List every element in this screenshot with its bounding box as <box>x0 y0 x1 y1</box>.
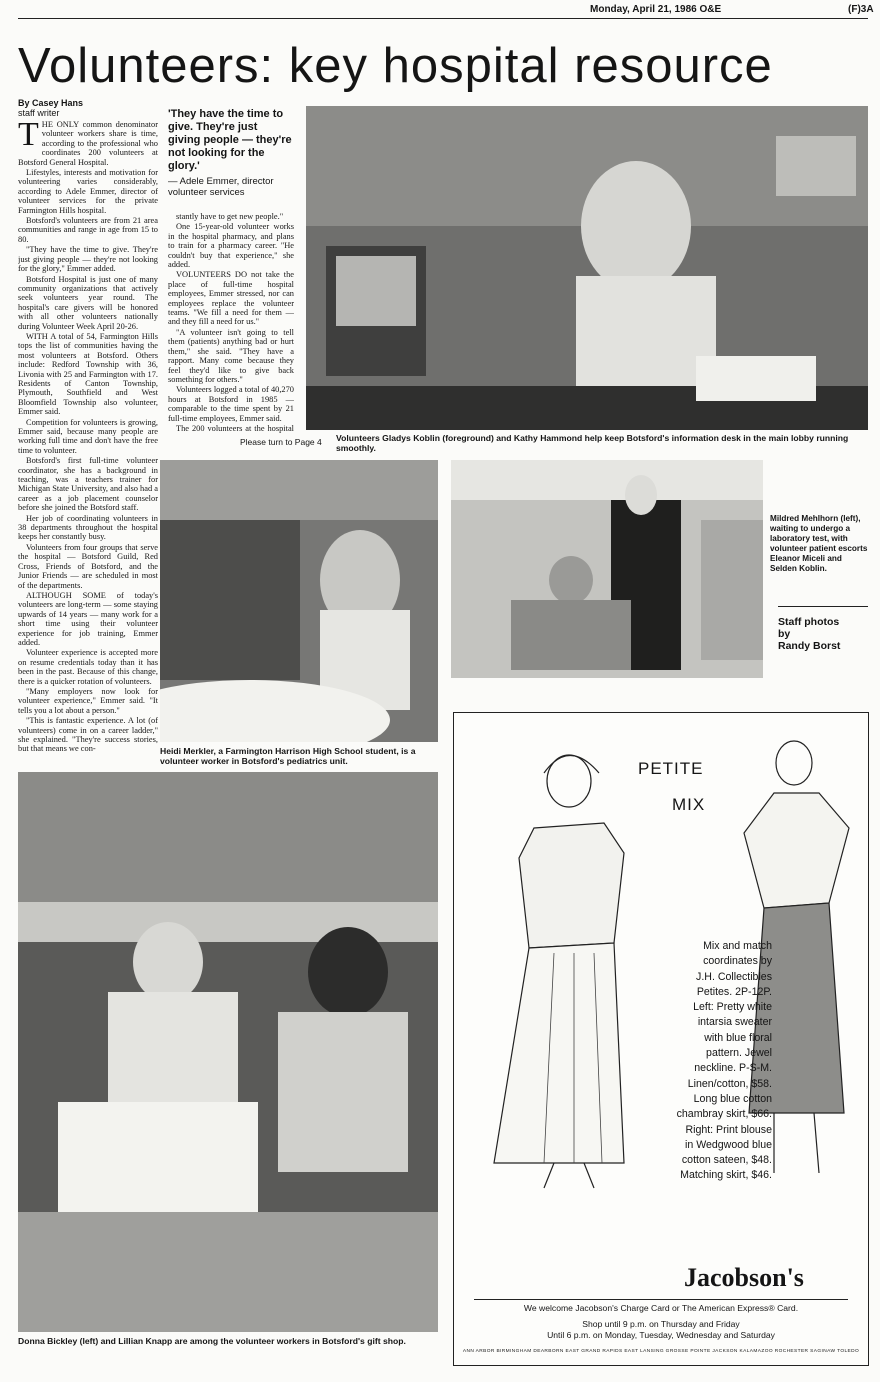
article-paragraph: "Many employers now look for volunteer experience," Emmer said. "It tells you a lot about a person." <box>18 686 158 715</box>
ad-copy-line: Long blue cotton <box>693 1092 772 1105</box>
staff-line-1: Staff photos <box>778 616 840 628</box>
ad-copy-line: in Wedgwood blue <box>685 1138 772 1151</box>
article-paragraph: stantly have to get new people." <box>176 212 284 221</box>
ad-copy-line: Petites. 2P-12P. <box>696 985 772 998</box>
article-paragraph: WITH A total of 54, Farmington Hills tops the list of communities having the most volunteers at Botsford. Others include: Redford Township with 36, Livonia with 25 and Farmington with 17. Residents of Canton Township, Plymouth, Southfield and West Bloomfield Township also volunteer, Emmer said. <box>18 331 158 417</box>
byline-role: staff writer <box>18 108 60 118</box>
article-paragraph: Botsford's volunteers are from 21 area communities and range in age from 15 to 80. <box>18 216 158 244</box>
byline-author: By Casey Hans <box>18 98 84 108</box>
photo-lab <box>451 460 763 678</box>
caption-gift-shop: Donna Bickley (left) and Lillian Knapp are among the volunteer workers in Botsford's gift shop. <box>18 1336 406 1346</box>
hours-line-1: Shop until 9 p.m. on Thursday and Friday <box>582 1319 740 1329</box>
pull-quote-attribution: — Adele Emmer, director volunteer services <box>168 176 274 198</box>
brand-logo: Jacobson's <box>684 1263 804 1292</box>
turn-page-note: Please turn to Page 4 <box>240 437 322 447</box>
ad-title-bottom: MIX <box>672 795 706 814</box>
staff-line-3: Randy Borst <box>778 640 841 652</box>
headline: Volunteers: key hospital resource <box>18 39 773 93</box>
ad-copy-line: coordinates by <box>703 955 772 968</box>
article-paragraph: Volunteer experience is accepted more on resume credentials today than it has been in the past. Because of this change, there is a quicker rotation of volunteers. <box>18 648 158 686</box>
article-paragraph: HE ONLY common denominator volunteer workers share is time, according to the professional who coordinates 200 volunteers at Botsford General Hospital. <box>18 120 158 167</box>
article-paragraph: The 200 volunteers at the hospital <box>176 423 294 433</box>
ad-rule <box>474 1299 848 1300</box>
ad-copy-line: Left: Pretty white <box>693 1001 772 1014</box>
pull-quote-text: 'They have the time to give. They're just giving people — they're not looking for the glory.' <box>168 108 292 172</box>
ad-copy-line: pattern. Jewel <box>706 1047 772 1060</box>
byline <box>18 98 83 118</box>
article-paragraph: Lifestyles, interests and motivation for volunteering varies considerably, according to Adele Emmer, director of volunteer services for the private Farmington Hills hospital. <box>18 168 158 215</box>
article-paragraph: "This is fantastic experience. A lot (of volunteers) come in on a career ladder," she explained. "They're success stories, but that means we con- <box>18 716 158 754</box>
article-paragraph: Competition for volunteers is growing, Emmer said, because many people are working full time and don't have the free time to volunteer. <box>18 417 158 455</box>
ad-copy-line: cotton sateen, $48. <box>681 1154 772 1167</box>
ad-copy-line: intarsia sweater <box>697 1016 772 1029</box>
article-paragraph: One 15-year-old volunteer works in the hospital pharmacy, and plans to train for a pharmacy career. "He couldn't buy that experience," she added. <box>168 222 294 270</box>
ad-copy-line: chambray skirt, $66. <box>676 1108 772 1121</box>
photo-gift-shop <box>18 772 438 1332</box>
article-paragraph: ALTHOUGH SOME of today's volunteers are long-term — some staying upwards of 14 years — many work for a short time using their volunteer experience for job training, Emmer added. <box>18 590 158 647</box>
article-paragraph: Botsford's first full-time volunteer coordinator, she has a background in teaching, was a teachers trainer for Michigan State University, and also had a career as a job placement counselor before she joined the Botsford staff. <box>18 456 158 513</box>
ad-copy-line: with blue floral <box>704 1031 772 1044</box>
staff-rule <box>778 606 868 607</box>
charge-line: We welcome Jacobson's Charge Card or The American Express® Card. <box>523 1303 799 1313</box>
article-paragraph: Her job of coordinating volunteers in 38 departments throughout the hospital keeps her constantly busy. <box>18 513 158 542</box>
fashion-figure-left <box>474 733 634 1193</box>
caption-info-desk: Volunteers Gladys Koblin (foreground) and Kathy Hammond help keep Botsford's information desk in the main lobby running smoothly. <box>336 433 849 453</box>
ad-copy-line: neckline. P-S-M. <box>694 1062 772 1075</box>
staff-photos-credit <box>778 616 840 652</box>
top-rule <box>18 18 868 19</box>
ad-copy-line: Matching skirt, $46. <box>680 1169 772 1182</box>
article-paragraph: "They have the time to give. They're just giving people — they're not looking for the glory," Emmer added. <box>18 245 158 274</box>
jacobsons-ad <box>453 712 869 1366</box>
ad-copy <box>624 939 772 1184</box>
article-column-1 <box>18 120 158 772</box>
article-paragraph: "A volunteer isn't going to tell them (patients) anything bad or hurt them," she said. "They have a rapport. Many come because they feel they'd like to give back something for others." <box>168 327 294 384</box>
article-paragraph: VOLUNTEERS DO not take the place of full-time hospital employees, Emmer stressed, nor can employees replace the volunteer teams. "We fill a need for them — and they fill a need for us." <box>168 270 294 327</box>
article-column-2 <box>168 212 294 434</box>
ad-title-top: PETITE <box>638 759 704 778</box>
store-cities: ANN ARBOR BIRMINGHAM DEARBORN EAST GRAND RAPIDS EAST LANSING GROSSE POINTE JACKSON KALAMAZOO ROCHESTER SAGINAW TOLEDO <box>462 1349 860 1354</box>
pull-quote <box>168 108 292 198</box>
article-paragraph: Volunteers logged a total of 40,270 hours at Botsford in 1985 — comparable to the time spent by 21 full-time employees, Emmer said. <box>168 385 294 423</box>
ad-copy-line: Right: Print blouse <box>685 1123 772 1136</box>
caption-pediatrics: Heidi Merkler, a Farmington Harrison High School student, is a volunteer worker in Botsford's pediatrics unit. <box>160 746 416 766</box>
ad-copy-line: J.H. Collectibles <box>696 970 772 983</box>
photo-pediatrics <box>160 460 438 742</box>
article-paragraph: Volunteers from four groups that serve the hospital — Botsford Guild, Red Cross, Friends of Botsford, and the Junior Friends — are scheduled in most of the departments. <box>18 542 158 590</box>
ad-copy-line: Mix and match <box>703 940 772 952</box>
ad-copy-line: Linen/cotton, $58. <box>687 1077 772 1090</box>
page-code: (F)3A <box>848 4 874 15</box>
drop-cap: T <box>18 120 39 153</box>
hours-line-2: Until 6 p.m. on Monday, Tuesday, Wednesday and Saturday <box>547 1330 775 1340</box>
photo-info-desk <box>306 106 868 430</box>
staff-line-2: by <box>778 628 791 640</box>
date-line: Monday, April 21, 1986 O&E <box>590 4 722 15</box>
article-paragraph: Botsford Hospital is just one of many community organizations that actively seek volunteers year round. The hospital's care givers will be honored with all other volunteers nationally during Volunteer Week April 20-26. <box>18 274 158 331</box>
caption-lab: Mildred Mehlhorn (left), waiting to undergo a laboratory test, with volunteer patient escorts Eleanor Miceli and Selden Koblin. <box>770 514 868 573</box>
